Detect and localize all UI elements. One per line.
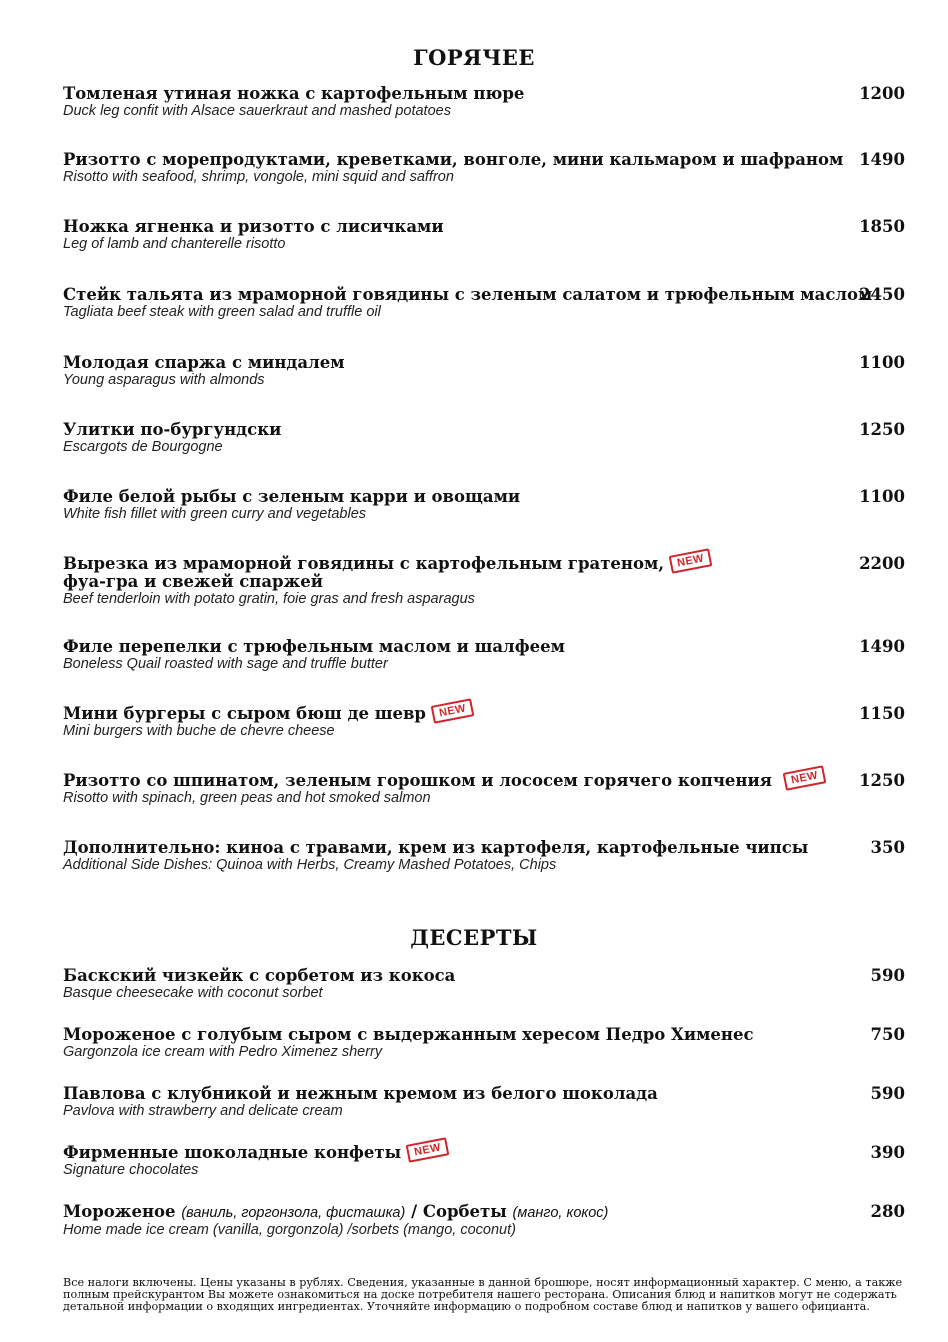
item-name-line2: фуа-гра и свежей спаржей bbox=[63, 572, 323, 591]
menu-item bbox=[63, 769, 905, 807]
item-price: 590 bbox=[870, 966, 905, 985]
item-price: 2200 bbox=[859, 554, 905, 573]
item-desc: Additional Side Dishes: Quinoa with Herbs, Creamy Mashed Potatoes, Chips bbox=[63, 857, 557, 873]
item-price: 350 bbox=[870, 838, 905, 857]
menu-item bbox=[63, 702, 905, 740]
item-price: 1490 bbox=[859, 637, 905, 656]
new-badge: NEW bbox=[669, 548, 713, 574]
item-price: 390 bbox=[870, 1143, 905, 1162]
item-name: Томленая утиная ножка с картофельным пюре bbox=[63, 84, 525, 103]
item-name: Молодая спаржа с миндалем bbox=[63, 353, 345, 372]
item-desc: Tagliata beef steak with green salad and truffle oil bbox=[63, 304, 381, 320]
item-name-line1: Вырезка из мраморной говядины с картофельным гратеном, bbox=[63, 554, 665, 573]
item-name: Мороженое с голубым сыром с выдержанным хересом Педро Хименес bbox=[63, 1025, 754, 1044]
item-name-icecream: Мороженое bbox=[63, 1202, 176, 1221]
new-badge: NEW bbox=[406, 1137, 450, 1163]
item-price: 1150 bbox=[859, 704, 905, 723]
new-badge: NEW bbox=[783, 765, 827, 791]
menu-item bbox=[63, 218, 905, 253]
menu-item bbox=[63, 1203, 905, 1239]
item-price: 1250 bbox=[859, 420, 905, 439]
menu-item bbox=[63, 967, 905, 1002]
item-desc: Signature chocolates bbox=[63, 1162, 199, 1178]
item-name: Ризотто с морепродуктами, креветками, вонголе, мини кальмаром и шафраном bbox=[63, 150, 844, 169]
item-desc: Mini burgers with buche de chevre cheese bbox=[63, 723, 335, 739]
item-desc: Gargonzola ice cream with Pedro Ximenez sherry bbox=[63, 1044, 383, 1060]
item-desc: Duck leg confit with Alsace sauerkraut and mashed potatoes bbox=[63, 103, 451, 119]
item-name bbox=[63, 702, 905, 723]
item-desc: Home made ice cream (vanilla, gorgonzola) /sorbets (mango, coconut) bbox=[63, 1222, 516, 1238]
item-name-text: Фирменные шоколадные конфеты bbox=[63, 1143, 402, 1162]
item-name bbox=[63, 1141, 905, 1162]
menu-item bbox=[63, 638, 905, 673]
item-desc: Pavlova with strawberry and delicate cream bbox=[63, 1103, 343, 1119]
item-name bbox=[63, 769, 905, 790]
item-price: 2450 bbox=[859, 285, 905, 304]
item-price: 1100 bbox=[859, 487, 905, 506]
item-name bbox=[63, 552, 905, 573]
item-desc: Risotto with spinach, green peas and hot smoked salmon bbox=[63, 790, 431, 806]
item-name: Павлова с клубникой и нежным кремом из белого шоколада bbox=[63, 1084, 658, 1103]
item-price: 750 bbox=[870, 1025, 905, 1044]
section-title-desserts: ДЕСЕРТЫ bbox=[410, 925, 538, 950]
menu-item bbox=[63, 286, 905, 321]
item-name: Баскский чизкейк с сорбетом из кокоса bbox=[63, 966, 456, 985]
item-name-sorbets-flavors: (манго, кокос) bbox=[512, 1205, 609, 1221]
item-name-separator: / bbox=[411, 1202, 418, 1221]
item-name bbox=[63, 1203, 905, 1222]
item-desc: Beef tenderloin with potato gratin, foie gras and fresh asparagus bbox=[63, 591, 475, 607]
item-price: 1200 bbox=[859, 84, 905, 103]
item-name: Филе белой рыбы с зеленым карри и овощами bbox=[63, 487, 521, 506]
item-desc: Risotto with seafood, shrimp, vongole, mini squid and saffron bbox=[63, 169, 454, 185]
item-price: 590 bbox=[870, 1084, 905, 1103]
section-title-hot: ГОРЯЧЕЕ bbox=[413, 45, 535, 70]
item-desc: Young asparagus with almonds bbox=[63, 372, 265, 388]
item-price: 1100 bbox=[859, 353, 905, 372]
item-name: Ножка ягненка и ризотто с лисичками bbox=[63, 217, 444, 236]
item-name: Филе перепелки с трюфельным маслом и шалфеем bbox=[63, 637, 565, 656]
item-price: 1250 bbox=[859, 771, 905, 790]
item-price: 1850 bbox=[859, 217, 905, 236]
menu-item bbox=[63, 552, 905, 608]
menu-item bbox=[63, 488, 905, 523]
item-desc: Escargots de Bourgogne bbox=[63, 439, 223, 455]
item-name: Стейк тальята из мраморной говядины с зеленым салатом и трюфельным маслом bbox=[63, 285, 873, 304]
item-price: 1490 bbox=[859, 150, 905, 169]
menu-item bbox=[63, 85, 905, 120]
item-name-icecream-flavors: (ваниль, горгонзола, фисташка) bbox=[181, 1205, 406, 1221]
item-name-text: Ризотто со шпинатом, зеленым горошком и лососем горячего копчения bbox=[63, 771, 772, 790]
item-desc: Leg of lamb and chanterelle risotto bbox=[63, 236, 286, 252]
menu-item bbox=[63, 1026, 905, 1061]
item-desc: White fish fillet with green curry and vegetables bbox=[63, 506, 367, 522]
menu-item bbox=[63, 839, 905, 874]
new-badge: NEW bbox=[431, 698, 475, 724]
item-desc: Boneless Quail roasted with sage and truffle butter bbox=[63, 656, 388, 672]
menu-item bbox=[63, 421, 905, 456]
item-name-text: Мини бургеры с сыром бюш де шевр bbox=[63, 704, 426, 723]
item-name-sorbets: Сорбеты bbox=[422, 1202, 507, 1221]
menu-item bbox=[63, 1141, 905, 1179]
footer-disclaimer: Все налоги включены. Цены указаны в рублях. Сведения, указанные в данной брошюре, носят информационный характер. С меню, а также полным прейскурантом Вы можете ознакомиться на доске потребителя нашего ресторана. Описания блюд и напитков могут не содержать детальной информации о входящих ингредиентах. Уточняйте информацию о подробном составе блюд и напитков у вашего официанта. bbox=[63, 1276, 903, 1313]
item-name: Улитки по-бургундски bbox=[63, 420, 282, 439]
menu-item bbox=[63, 151, 905, 186]
menu-item bbox=[63, 1085, 905, 1120]
item-desc: Basque cheesecake with coconut sorbet bbox=[63, 985, 323, 1001]
item-price: 280 bbox=[870, 1202, 905, 1221]
item-name: Дополнительно: киноа с травами, крем из картофеля, картофельные чипсы bbox=[63, 838, 809, 857]
menu-item bbox=[63, 354, 905, 389]
